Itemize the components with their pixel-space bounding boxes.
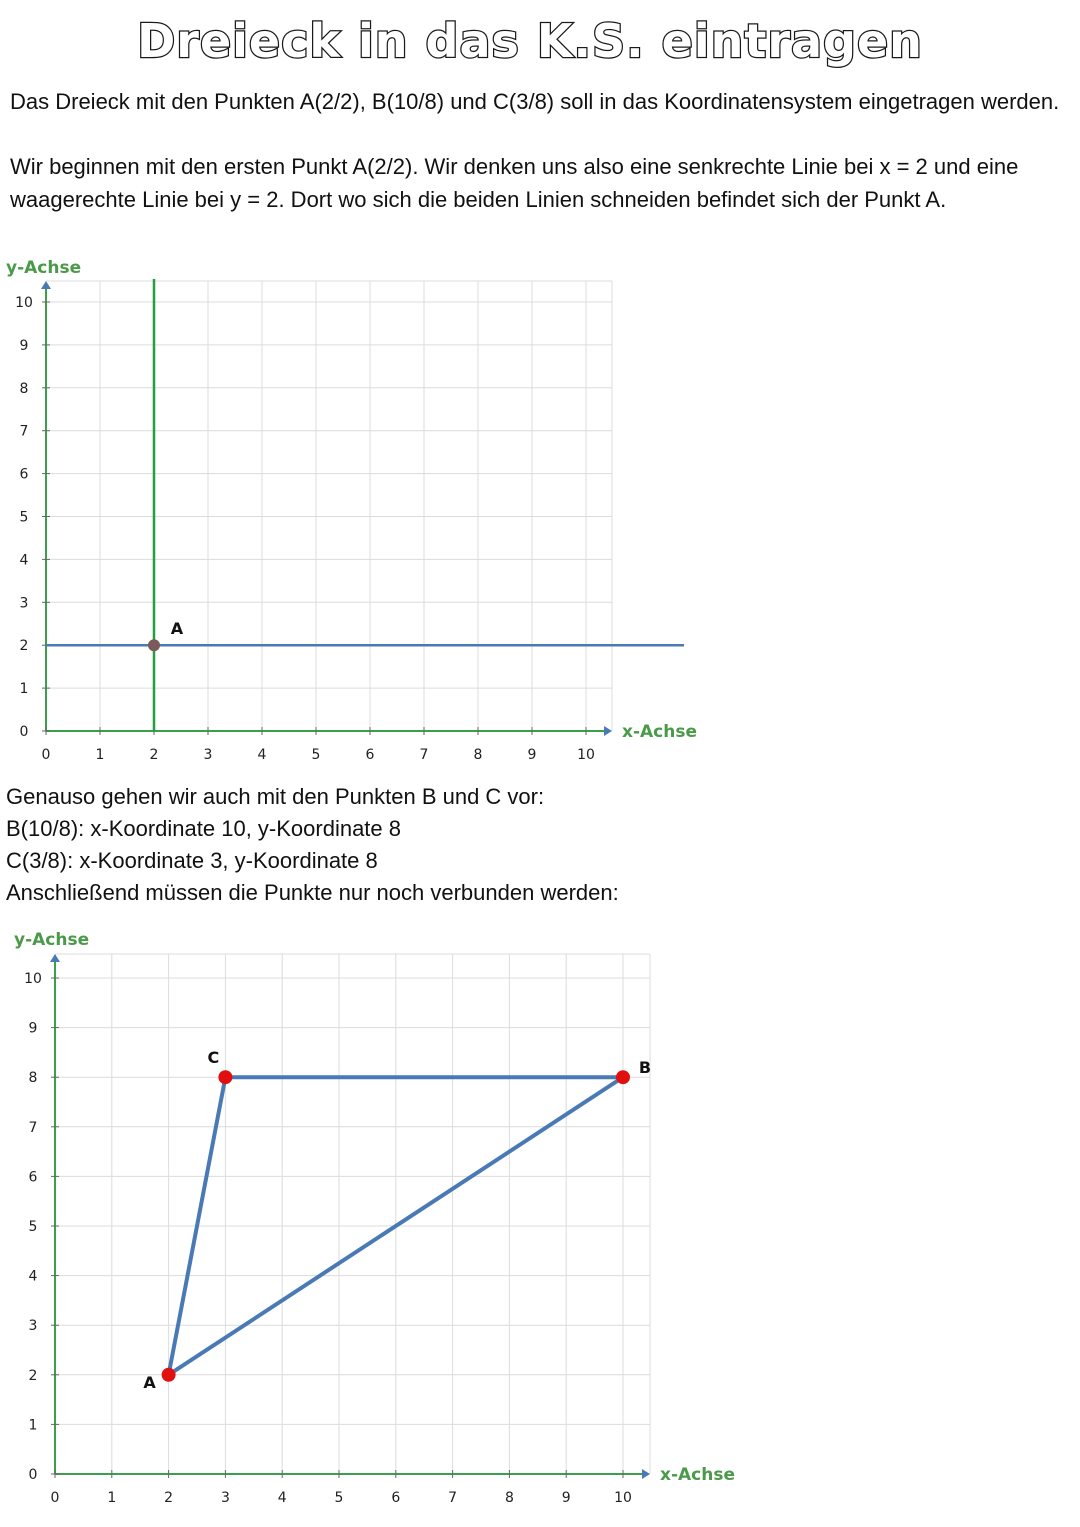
intro-paragraph-2: Wir beginnen mit den ersten Punkt A(2/2). Wir denken uns also eine senkrechte Linie bei x = 2 und eine waagerechte Linie bei y = 2. Dort wo sich die beiden Linien schneiden befindet sich der Punkt A. <box>10 154 1019 212</box>
y-tick-label: 0 <box>19 724 29 740</box>
y-tick-label: 3 <box>28 1318 38 1335</box>
page-title: Dreieck in das K.S. eintragen <box>137 14 923 68</box>
y-axis-label: y-Achse <box>14 930 90 950</box>
x-tick-label: 10 <box>577 747 595 763</box>
y-tick-label: 9 <box>19 337 29 354</box>
point-c <box>218 1070 232 1084</box>
x-tick-label: 7 <box>448 1490 458 1506</box>
y-tick-label: 6 <box>19 466 29 483</box>
x-tick-label: 9 <box>561 1490 571 1506</box>
x-tick-label: 0 <box>41 747 51 763</box>
y-tick-label: 2 <box>19 638 29 655</box>
y-tick-label: 10 <box>24 971 42 987</box>
point-b <box>616 1070 630 1084</box>
x-tick-label: 3 <box>203 747 213 763</box>
x-tick-label: 6 <box>365 747 375 763</box>
y-tick-label: 6 <box>28 1169 38 1186</box>
x-tick-label: 5 <box>311 747 321 763</box>
x-axis-arrow-icon <box>642 1469 650 1479</box>
x-axis-label: x-Achse <box>660 1465 736 1485</box>
x-tick-label: 7 <box>419 747 429 763</box>
y-tick-label: 1 <box>28 1417 38 1434</box>
middle-line-1: Genauso gehen wir auch mit den Punkten B und C vor: <box>6 784 545 809</box>
x-axis-arrow-icon <box>604 726 612 736</box>
y-tick-label: 5 <box>19 509 29 526</box>
y-tick-label: 7 <box>19 423 29 440</box>
x-tick-label: 10 <box>614 1490 632 1506</box>
intro-paragraph-1: Das Dreieck mit den Punkten A(2/2), B(10/8) und C(3/8) soll in das Koordinatensystem eingetragen werden. <box>10 89 1060 114</box>
middle-line-4: Anschließend müssen die Punkte nur noch verbunden werden: <box>6 880 619 905</box>
point-a <box>162 1368 176 1382</box>
y-tick-label: 4 <box>28 1268 38 1285</box>
chart-point-a <box>0 250 700 772</box>
point-a <box>148 639 160 651</box>
x-tick-label: 5 <box>334 1490 344 1506</box>
point-label-b: B <box>638 1058 652 1078</box>
x-tick-label: 3 <box>220 1490 230 1506</box>
y-tick-label: 2 <box>28 1367 38 1384</box>
point-label-a: A <box>143 1372 156 1392</box>
x-tick-label: 9 <box>527 747 537 763</box>
y-axis-arrow-icon <box>41 281 51 289</box>
y-tick-label: 10 <box>15 295 33 311</box>
y-tick-label: 8 <box>19 380 29 397</box>
middle-line-2: B(10/8): x-Koordinate 10, y-Koordinate 8 <box>6 816 402 841</box>
y-tick-label: 0 <box>28 1467 38 1483</box>
chart-triangle <box>0 928 745 1527</box>
x-tick-label: 6 <box>391 1490 401 1506</box>
y-tick-label: 5 <box>28 1219 38 1235</box>
point-label-c: C <box>207 1048 220 1068</box>
x-tick-label: 2 <box>149 747 159 763</box>
y-tick-label: 4 <box>19 552 29 569</box>
x-axis-label: x-Achse <box>622 722 698 742</box>
y-tick-label: 1 <box>19 681 29 698</box>
point-label-a: A <box>170 619 184 639</box>
middle-line-3: C(3/8): x-Koordinate 3, y-Koordinate 8 <box>6 848 378 873</box>
y-axis-arrow-icon <box>50 954 60 962</box>
y-tick-label: 7 <box>28 1119 38 1136</box>
y-tick-label: 8 <box>28 1070 38 1087</box>
x-tick-label: 1 <box>107 1490 117 1506</box>
x-tick-label: 8 <box>473 747 483 763</box>
x-tick-label: 4 <box>257 747 267 763</box>
x-tick-label: 1 <box>95 747 105 763</box>
y-tick-label: 9 <box>28 1020 38 1037</box>
x-tick-label: 4 <box>277 1490 287 1506</box>
x-tick-label: 0 <box>50 1490 60 1506</box>
y-axis-label: y-Achse <box>6 258 82 278</box>
x-tick-label: 8 <box>504 1490 514 1506</box>
x-tick-label: 2 <box>164 1490 174 1506</box>
y-tick-label: 3 <box>19 595 29 612</box>
